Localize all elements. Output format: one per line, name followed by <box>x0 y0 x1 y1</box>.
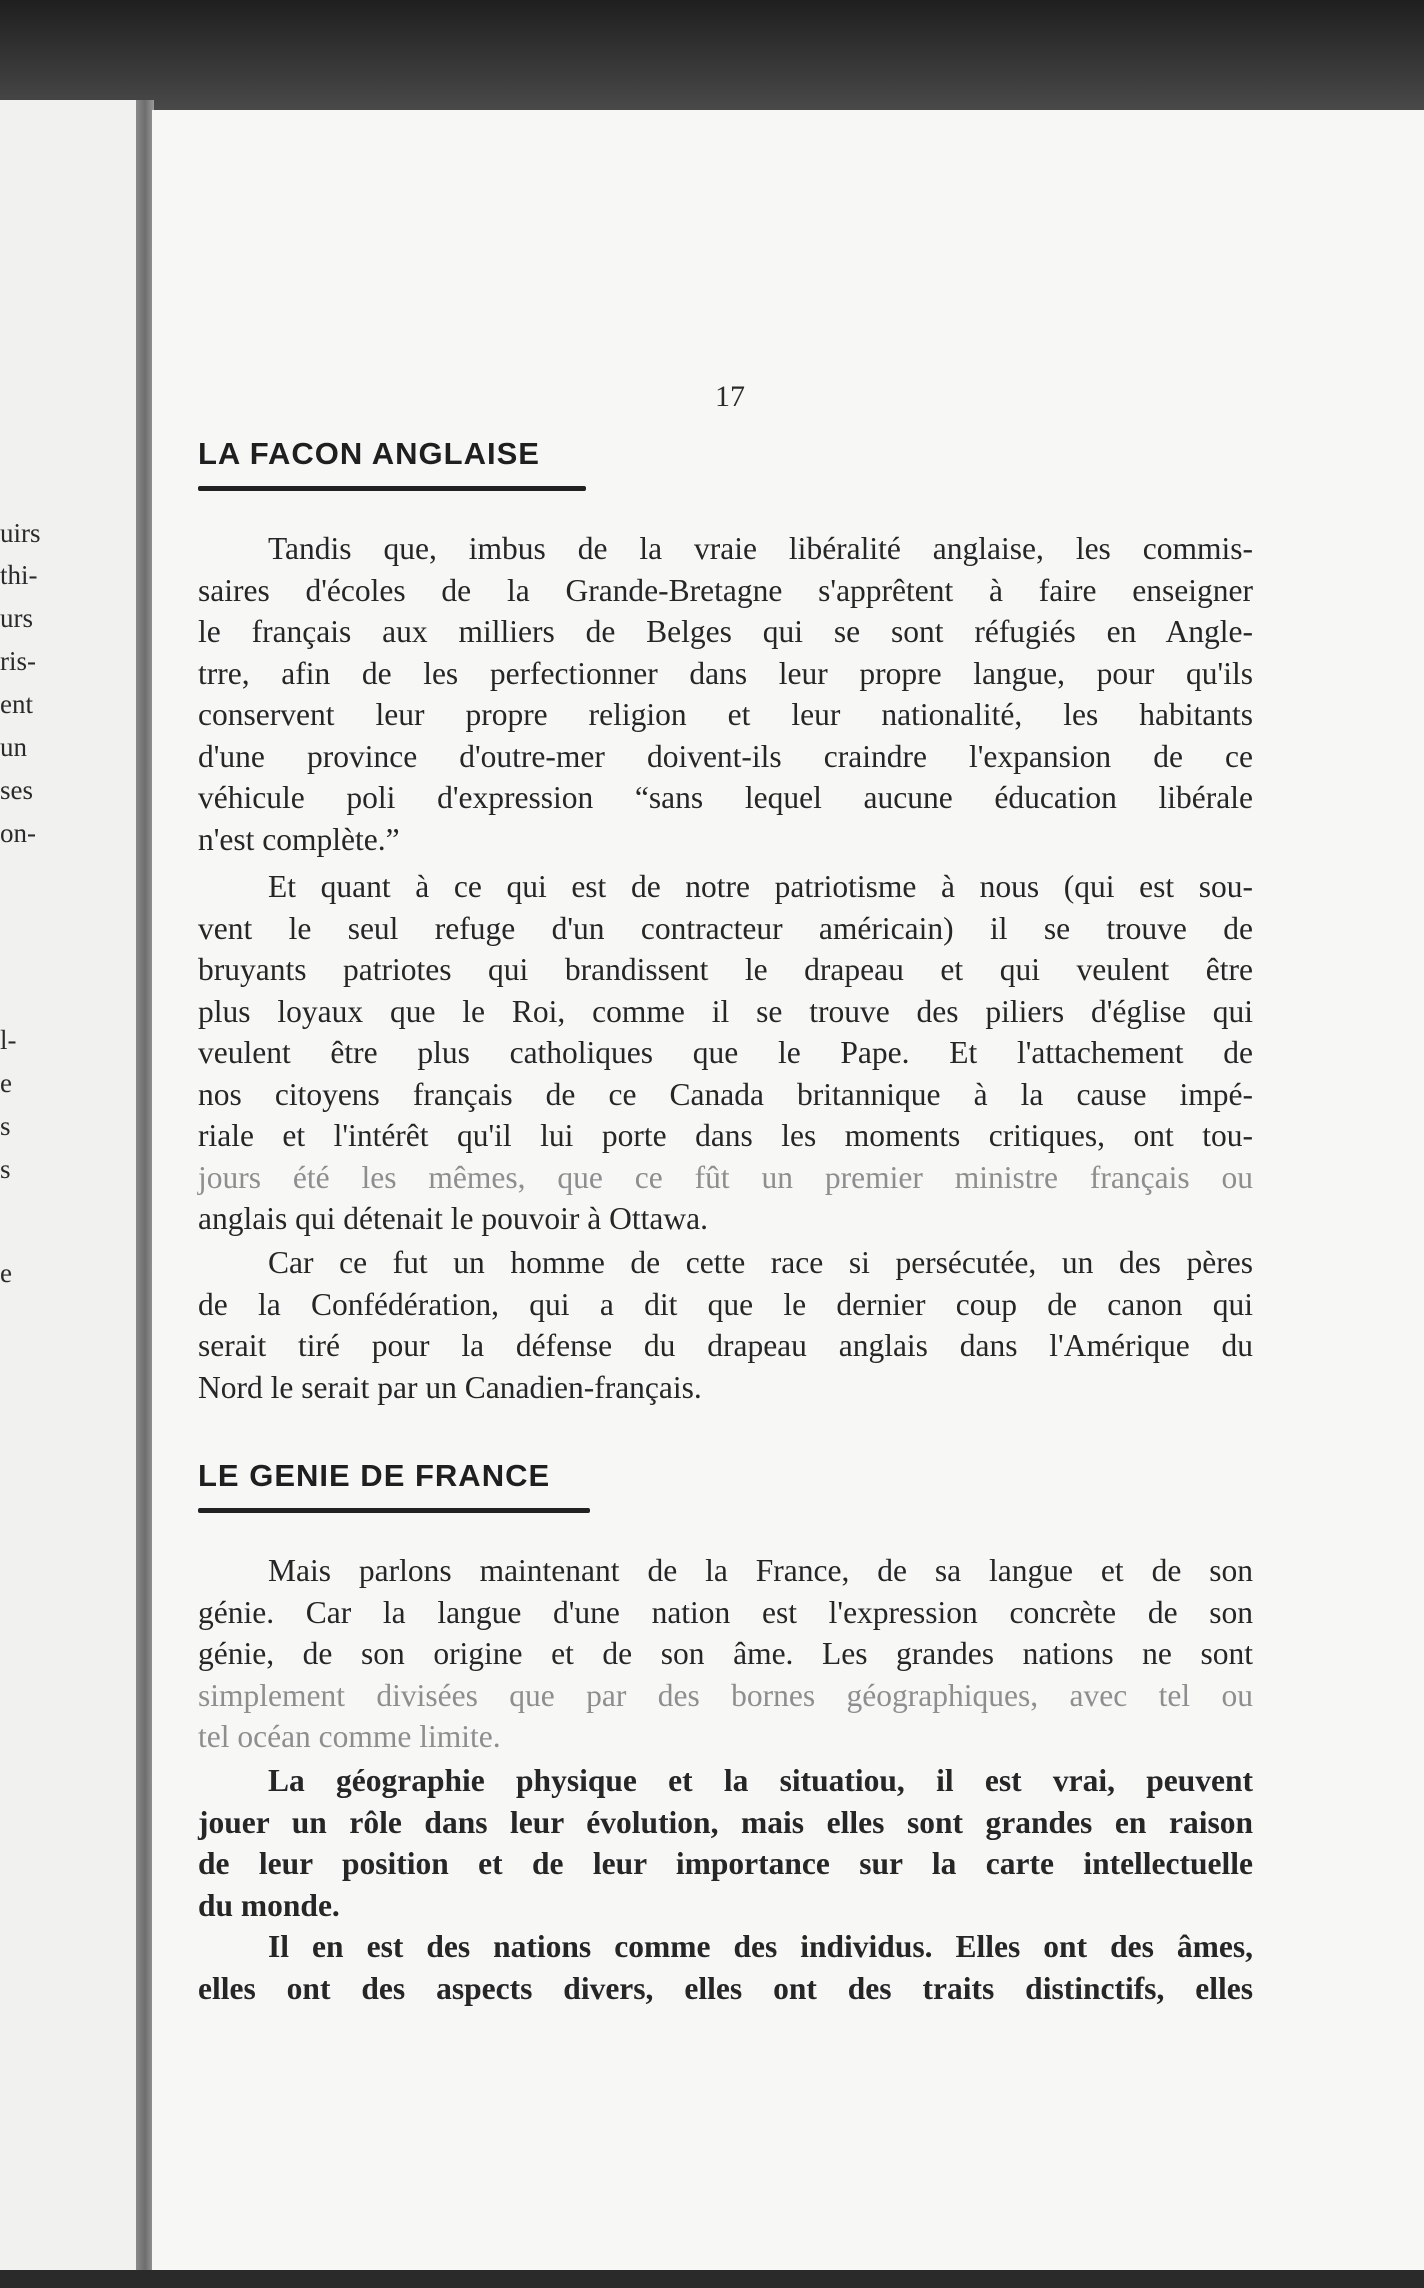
text-line: jouer un rôle dans leur évolution, mais elles sont grandes en raison <box>198 1804 1253 1840</box>
previous-page-fragment: uirs <box>0 518 41 548</box>
previous-page-fragment: e <box>0 1068 12 1098</box>
text-line: du monde. <box>198 1887 340 1923</box>
text-line: de leur position et de leur importance sur la carte intellectuelle <box>198 1846 1253 1881</box>
text-line: trre, afin de les perfectionner dans leur propre langue, pour qu'ils <box>198 655 1253 691</box>
previous-page-fragment: un <box>0 732 27 762</box>
text-line: nos citoyens français de ce Canada britannique à la cause impé- <box>198 1076 1253 1112</box>
text-line: plus loyaux que le Roi, comme il se trouve des piliers d'église qui <box>198 993 1253 1029</box>
paragraph <box>198 1242 1253 1408</box>
heading-underline <box>198 486 586 491</box>
paragraph <box>198 1926 1253 2009</box>
paragraph <box>198 866 1253 1240</box>
paragraph <box>198 528 1253 860</box>
text-line: génie, de son origine et de son âme. Les grandes nations ne sont <box>198 1636 1253 1671</box>
previous-page-fragment: s <box>0 1154 11 1184</box>
text-line: Car ce fut un homme de cette race si persécutée, un des pères <box>268 1245 1253 1280</box>
text-line: elles ont des aspects divers, elles ont des traits distinctifs, elles <box>198 1970 1253 2006</box>
text-line: La géographie physique et la situatiou, il est vrai, peuvent <box>268 1763 1253 1798</box>
text-line: Mais parlons maintenant de la France, de sa langue et de son <box>268 1553 1253 1588</box>
previous-page-fragment: s <box>0 1111 11 1141</box>
text-line: Tandis que, imbus de la vraie libéralité anglaise, les commis- <box>268 531 1253 566</box>
text-line: n'est complète.” <box>198 821 400 857</box>
previous-page-fragment: urs <box>0 603 33 633</box>
previous-page-fragment: ent <box>0 689 33 719</box>
heading-underline <box>198 1508 590 1513</box>
text-line: d'une province d'outre-mer doivent-ils craindre l'expansion de ce <box>198 738 1253 774</box>
page-number: 17 <box>715 380 745 413</box>
text-line: conservent leur propre religion et leur nationalité, les habitants <box>198 697 1253 732</box>
text-line: veulent être plus catholiques que le Pape. Et l'attachement de <box>198 1035 1253 1070</box>
text-line: saires d'écoles de la Grande-Bretagne s'apprêtent à faire enseigner <box>198 572 1253 608</box>
text-line: jours été les mêmes, que ce fût un premier ministre français ou <box>198 1159 1253 1195</box>
text-line: véhicule poli d'expression “sans lequel aucune éducation libérale <box>198 780 1253 815</box>
previous-page-fragment: thi- <box>0 560 38 590</box>
text-line: de la Confédération, qui a dit que le dernier coup de canon qui <box>198 1286 1253 1322</box>
previous-page-fragment: e <box>0 1258 12 1288</box>
text-line: vent le seul refuge d'un contracteur américain) il se trouve de <box>198 910 1253 946</box>
scanner-top-edge <box>0 0 1424 112</box>
text-line: riale et l'intérêt qu'il lui porte dans les moments critiques, ont tou- <box>198 1118 1253 1153</box>
text-line: le français aux milliers de Belges qui se sont réfugiés en Angle- <box>198 614 1253 649</box>
section-heading: LA FACON ANGLAISE <box>198 436 540 471</box>
previous-page-edge <box>0 100 140 2280</box>
paragraph <box>198 1760 1253 1926</box>
text-line: génie. Car la langue d'une nation est l'expression concrète de son <box>198 1594 1253 1630</box>
previous-page-fragment: on- <box>0 818 36 848</box>
text-line: serait tiré pour la défense du drapeau anglais dans l'Amérique du <box>198 1328 1253 1363</box>
previous-page-fragment: l- <box>0 1025 17 1055</box>
paragraph <box>198 1550 1253 1758</box>
text-line: anglais qui détenait le pouvoir à Ottawa. <box>198 1201 708 1236</box>
text-line: tel océan comme limite. <box>198 1719 501 1754</box>
text-line: bruyants patriotes qui brandissent le drapeau et qui veulent être <box>198 952 1253 987</box>
text-line: Et quant à ce qui est de notre patriotisme à nous (qui est sou- <box>268 869 1253 904</box>
text-line: Il en est des nations comme des individus. Elles ont des âmes, <box>268 1929 1253 1964</box>
previous-page-fragment: ses <box>0 775 33 805</box>
section-heading: LE GENIE DE FRANCE <box>198 1458 551 1493</box>
previous-page-fragment: ris- <box>0 646 36 676</box>
scanner-bottom-edge <box>0 2270 1424 2288</box>
text-line: Nord le serait par un Canadien-français. <box>198 1369 702 1405</box>
text-line: simplement divisées que par des bornes géographiques, avec tel ou <box>198 1677 1253 1713</box>
